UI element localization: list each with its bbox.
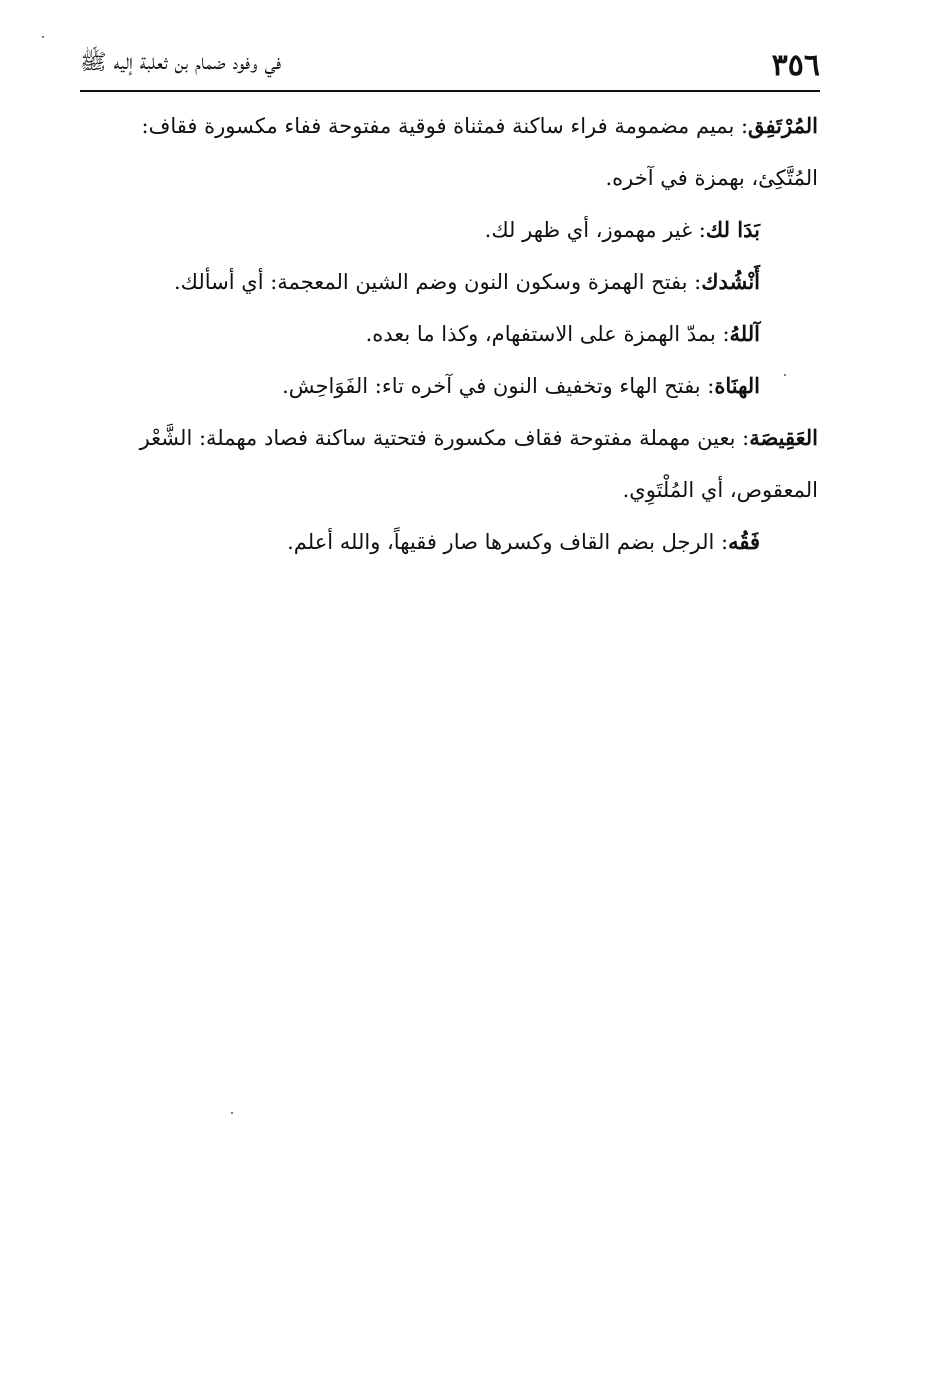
glossary-definition: : بمدّ الهمزة على الاستفهام، وكذا ما بعده.: [365, 322, 730, 346]
glossary-entry: [70, 516, 818, 568]
glossary-term: المُرْتَفِق: [748, 113, 818, 138]
page-header: [80, 40, 820, 88]
glossary-definition: : الرجل بضم القاف وكسرها صار فقيهاً، والله أعلم.: [287, 530, 729, 554]
glossary-body: [70, 100, 818, 568]
glossary-definition: : بفتح الهمزة وسكون النون وضم الشين المعجمة: أي أسألك.: [174, 270, 702, 294]
glossary-entry: [70, 100, 818, 204]
running-title: في وفود ضمام بن ثعلبة إليه ﷺ: [80, 50, 282, 75]
glossary-definition: : بميم مضمومة فراء ساكنة فمثناة فوقية مفتوحة ففاء مكسورة فقاف: المُتَّكِئ، بهمزة في آخره.: [141, 114, 818, 190]
glossary-term: الهنَاة: [714, 373, 760, 398]
glossary-entry: [70, 256, 818, 308]
page-number: ٣٥٦: [771, 48, 820, 83]
glossary-term: فَقُه: [728, 529, 760, 554]
glossary-entry: [70, 204, 818, 256]
glossary-definition: : بعين مهملة مفتوحة فقاف مكسورة فتحتية ساكنة فصاد مهملة: الشَّعْر المعقوص، أي المُلْتَوِي.: [139, 426, 818, 502]
glossary-term: أَنْشُدك: [701, 269, 760, 294]
scan-speck: [42, 36, 44, 38]
scan-speck: [231, 1112, 233, 1114]
glossary-entry: [70, 360, 818, 412]
glossary-term: آللهُ: [729, 321, 760, 346]
glossary-definition: : بفتح الهاء وتخفيف النون في آخره تاء: الفَوَاحِش.: [282, 374, 715, 398]
glossary-definition: : غير مهموز، أي ظهر لك.: [484, 218, 706, 242]
glossary-entry: [70, 308, 818, 360]
header-rule: [80, 90, 820, 92]
glossary-term: العَقِيصَة: [749, 425, 818, 450]
glossary-term: بَدَا لك: [705, 217, 760, 242]
scan-speck: [784, 374, 786, 376]
glossary-entry: [70, 412, 818, 516]
